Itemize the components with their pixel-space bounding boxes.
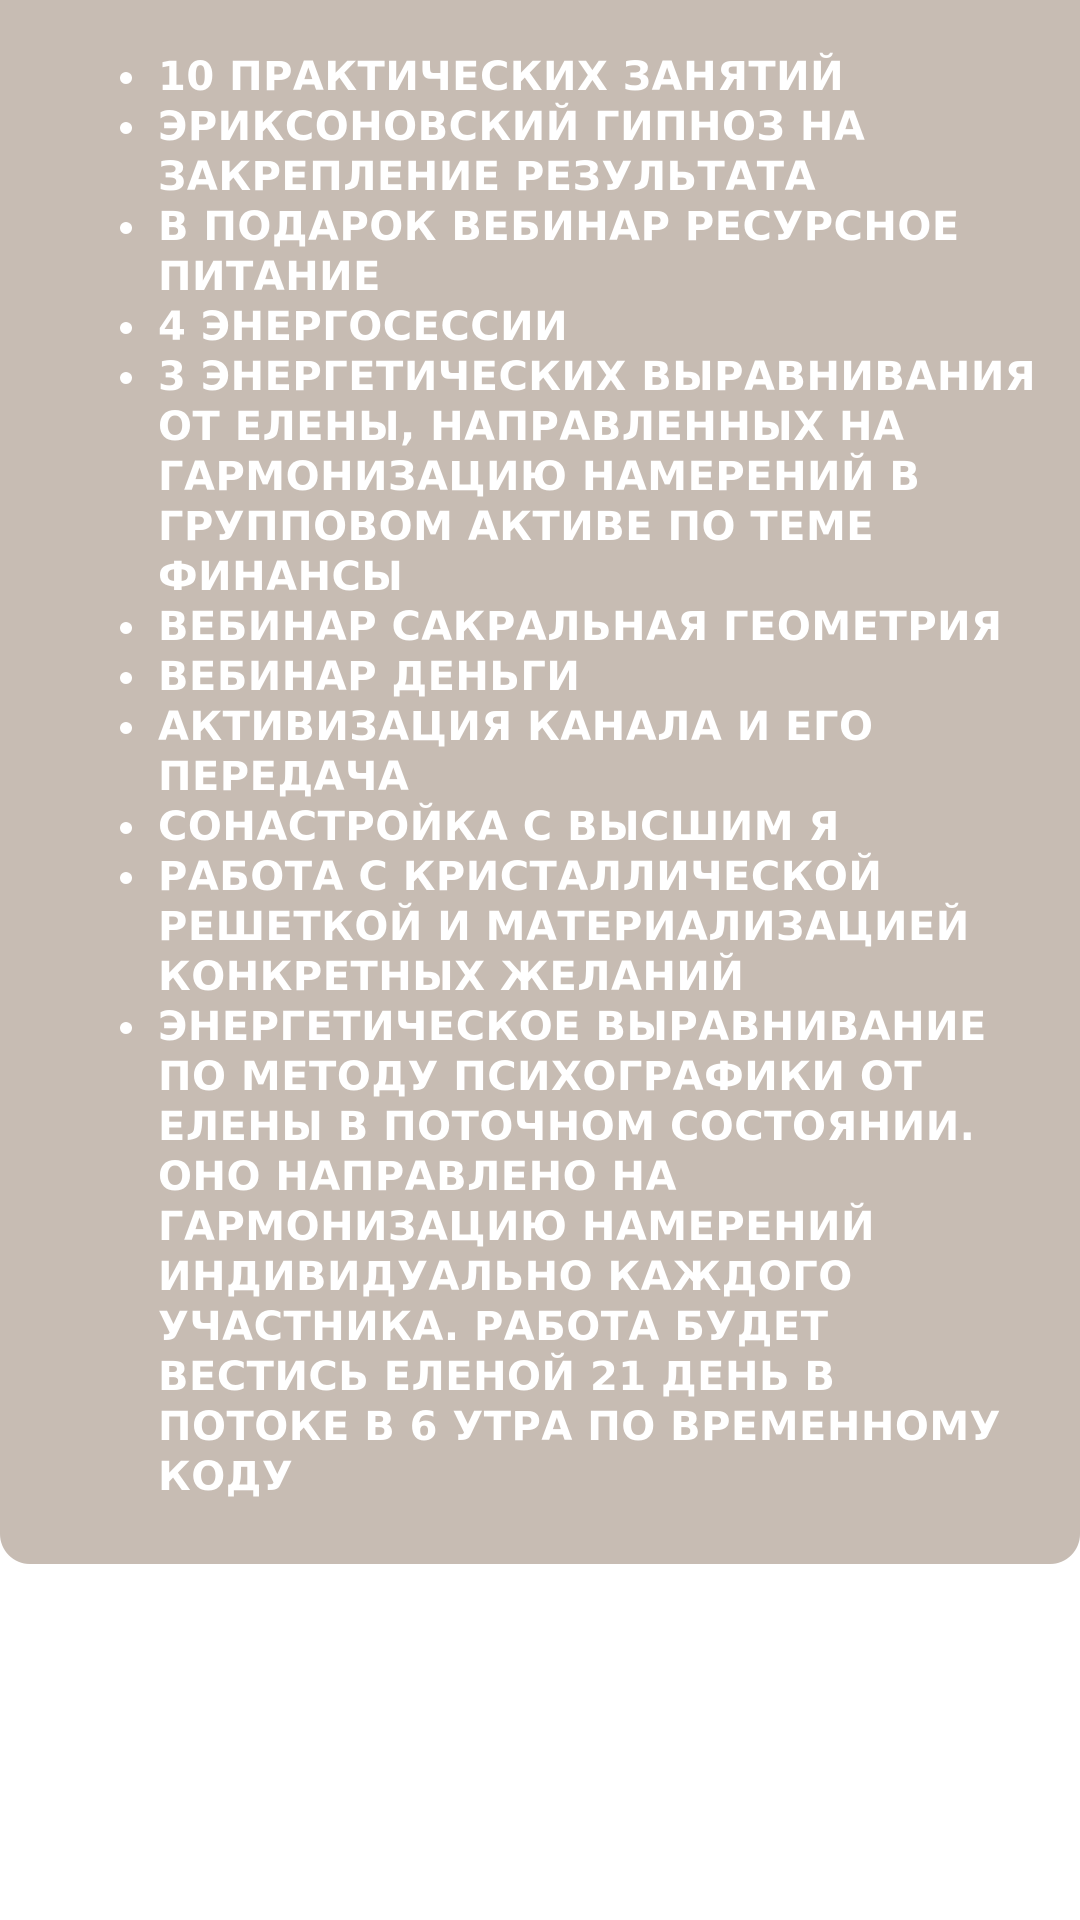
bullet-dot-icon — [120, 322, 132, 334]
list-item-text: ВЕБИНАР САКРАЛЬНАЯ ГЕОМЕТРИЯ — [158, 604, 1003, 650]
list-item — [118, 202, 1038, 302]
list-item — [118, 802, 1038, 852]
bullet-dot-icon — [120, 872, 132, 884]
bullet-dot-icon — [120, 622, 132, 634]
list-item — [118, 302, 1038, 352]
list-item-text: 3 ЭНЕРГЕТИЧЕСКИХ ВЫРАВНИВАНИЯ ОТ ЕЛЕНЫ, НАПРАВЛЕННЫХ НА ГАРМОНИЗАЦИЮ НАМЕРЕНИЙ В ГРУППОВОМ АКТИВЕ ПО ТЕМЕ ФИНАНСЫ — [158, 354, 1037, 600]
list-item — [118, 702, 1038, 802]
list-item-text: РАБОТА С КРИСТАЛЛИЧЕСКОЙ РЕШЕТКОЙ И МАТЕРИАЛИЗАЦИЕЙ КОНКРЕТНЫХ ЖЕЛАНИЙ — [158, 854, 970, 1000]
list-item-text: ЭНЕРГЕТИЧЕСКОЕ ВЫРАВНИВАНИЕ ПО МЕТОДУ ПСИХОГРАФИКИ ОТ ЕЛЕНЫ В ПОТОЧНОМ СОСТОЯНИИ. ОНО НАПРАВЛЕНО НА ГАРМОНИЗАЦИЮ НАМЕРЕНИЙ ИНДИВИДУАЛЬНО КАЖДОГО УЧАСТНИКА. РАБОТА БУДЕТ ВЕСТИСЬ ЕЛЕНОЙ 21 ДЕНЬ В ПОТОКЕ В 6 УТРА ПО ВРЕМЕННОМУ КОДУ — [158, 1004, 1001, 1500]
list-item-text: ВЕБИНАР ДЕНЬГИ — [158, 654, 581, 700]
list-item — [118, 652, 1038, 702]
bullet-list — [118, 52, 1038, 1502]
bullet-dot-icon — [120, 372, 132, 384]
bullet-dot-icon — [120, 1022, 132, 1034]
bullet-dot-icon — [120, 72, 132, 84]
list-item-text: 4 ЭНЕРГОСЕССИИ — [158, 304, 569, 350]
list-item — [118, 1002, 1038, 1502]
list-item-text: СОНАСТРОЙКА С ВЫСШИМ Я — [158, 804, 840, 850]
list-item — [118, 602, 1038, 652]
list-item-text: 10 ПРАКТИЧЕСКИХ ЗАНЯТИЙ — [158, 54, 845, 100]
list-item — [118, 352, 1038, 602]
list-item — [118, 102, 1038, 202]
list-item-text: АКТИВИЗАЦИЯ КАНАЛА И ЕГО ПЕРЕДАЧА — [158, 704, 874, 800]
list-item-text: ЭРИКСОНОВСКИЙ ГИПНОЗ НА ЗАКРЕПЛЕНИЕ РЕЗУЛЬТАТА — [158, 104, 866, 200]
bullet-dot-icon — [120, 122, 132, 134]
list-item — [118, 852, 1038, 1002]
bullet-dot-icon — [120, 672, 132, 684]
bullet-dot-icon — [120, 722, 132, 734]
list-item-text: В ПОДАРОК ВЕБИНАР РЕСУРСНОЕ ПИТАНИЕ — [158, 204, 960, 300]
list-item — [118, 52, 1038, 102]
bullet-dot-icon — [120, 822, 132, 834]
bullet-dot-icon — [120, 222, 132, 234]
